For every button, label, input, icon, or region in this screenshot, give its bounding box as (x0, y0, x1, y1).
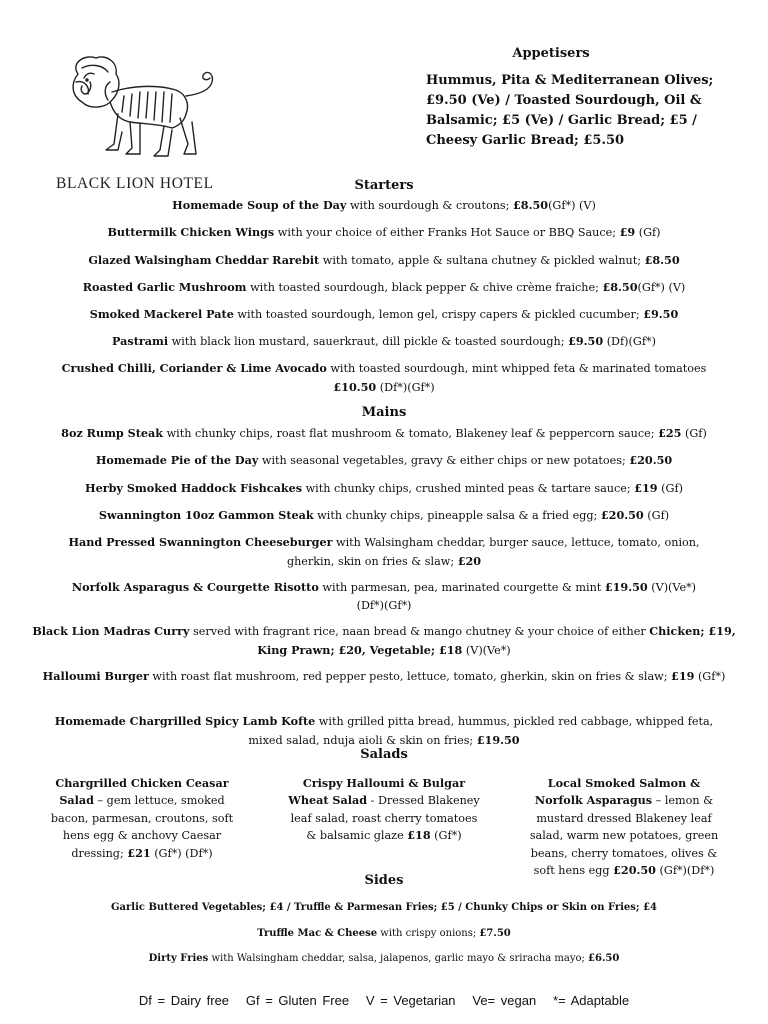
menu-item: Homemade Chargrilled Spicy Lamb Kofte with grilled pitta bread, hummus, pickled red cabbage, whipped feta, mixed salad, nduja aioli & skin on fries; £19.50 (54, 714, 714, 747)
menu-item: 8oz Rump Steak with chunky chips, roast flat mushroom & tomato, Blakeney leaf & peppercorn sauce; £25 (Gf) (61, 426, 707, 440)
menu-item: Herby Smoked Haddock Fishcakes with chunky chips, crushed minted peas & tartare sauce; £19 (Gf) (85, 481, 683, 495)
salad-item: Crispy Halloumi & Bulgar Wheat Salad - Dressed Blakeney leaf salad, roast cherry tomatoes & balsamic glaze £18 (Gf*) (288, 776, 480, 843)
side-item: Dirty Fries with Walsingham cheddar, salsa, jalapenos, garlic mayo & sriracha mayo; £6.50 (148, 953, 620, 964)
side-item: Garlic Buttered Vegetables; £4 / Truffle & Parmesan Fries; £5 / Chunky Chips or Skin on Fries; £4 (110, 902, 658, 913)
lion-logo (60, 52, 220, 164)
menu-item: Crushed Chilli, Coriander & Lime Avocado with toasted sourdough, mint whipped feta & marinated tomatoes £10.50 (Df*)(Gf*) (61, 361, 707, 394)
menu-item: Pastrami with black lion mustard, sauerkraut, dill pickle & toasted sourdough; £9.50 (Df)(Gf*) (112, 334, 656, 348)
menu-item: Norfolk Asparagus & Courgette Risotto with parmesan, pea, marinated courgette & mint £19.50 (V)(Ve*)(Df*)(Gf*) (71, 580, 697, 612)
side-item: Truffle Mac & Cheese with crispy onions; £7.50 (257, 928, 511, 939)
menu-item: Halloumi Burger with roast flat mushroom, red pepper pesto, lettuce, tomato, gherkin, skin on fries & slaw; £19 (Gf*) (42, 669, 726, 683)
menu-item: Homemade Soup of the Day with sourdough & croutons; £8.50(Gf*) (V) (172, 198, 596, 212)
appetisers-section (426, 46, 716, 151)
appetisers-title: Appetisers (512, 46, 590, 61)
starters-title: Starters (354, 178, 414, 193)
dietary-legend: Df = Dairy free Gf = Gluten Free V = Vegetarian Ve= vegan *= Adaptable (138, 993, 630, 1008)
menu-item: Roasted Garlic Mushroom with toasted sourdough, black pepper & chive crème fraiche; £8.50(Gf*) (V) (82, 280, 686, 294)
menu-item: Buttermilk Chicken Wings with your choice of either Franks Hot Sauce or BBQ Sauce; £9 (Gf) (107, 225, 661, 239)
appetisers-text: Hummus, Pita & Mediterranean Olives; £9.50 (Ve) / Toasted Sourdough, Oil & Balsamic; £5 (Ve) / Garlic Bread; £5 / Cheesy Garlic Bread; £5.50 (426, 73, 714, 148)
menu-item: Hand Pressed Swannington Cheeseburger with Walsingham cheddar, burger sauce, lettuce, tomato, onion, gherkin, skin on fries & slaw; £20 (68, 535, 700, 568)
menu-item: Glazed Walsingham Cheddar Rarebit with tomato, apple & sultana chutney & pickled walnut; £8.50 (88, 253, 680, 267)
menu-item: Smoked Mackerel Pate with toasted sourdough, lemon gel, crispy capers & pickled cucumber; £9.50 (89, 307, 679, 321)
mains-title: Mains (361, 405, 407, 420)
salad-item: Chargrilled Chicken Ceasar Salad – gem lettuce, smoked bacon, parmesan, croutons, soft hens egg & anchovy Caesar dressing; £21 (Gf*) (Df*) (50, 776, 234, 860)
salads-title: Salads (360, 747, 408, 762)
sides-title: Sides (364, 873, 404, 888)
menu-item: Swannington 10oz Gammon Steak with chunky chips, pineapple salsa & a fried egg; £20.50 (Gf) (98, 508, 670, 522)
hotel-name: BLACK LION HOTEL (56, 175, 214, 192)
menu-item: Homemade Pie of the Day with seasonal vegetables, gravy & either chips or new potatoes; £20.50 (95, 453, 673, 467)
lion-icon (60, 52, 220, 164)
salad-item: Local Smoked Salmon & Norfolk Asparagus – lemon & mustard dressed Blakeney leaf salad, warm new potatoes, green beans, cherry tomatoes, olives & soft hens egg £20.50 (Gf*)(Df*) (529, 776, 719, 878)
menu-item: Black Lion Madras Curry served with fragrant rice, naan bread & mango chutney & your choice of either Chicken; £19, King Prawn; £20, Vegetable; £18 (V)(Ve*) (32, 624, 736, 657)
